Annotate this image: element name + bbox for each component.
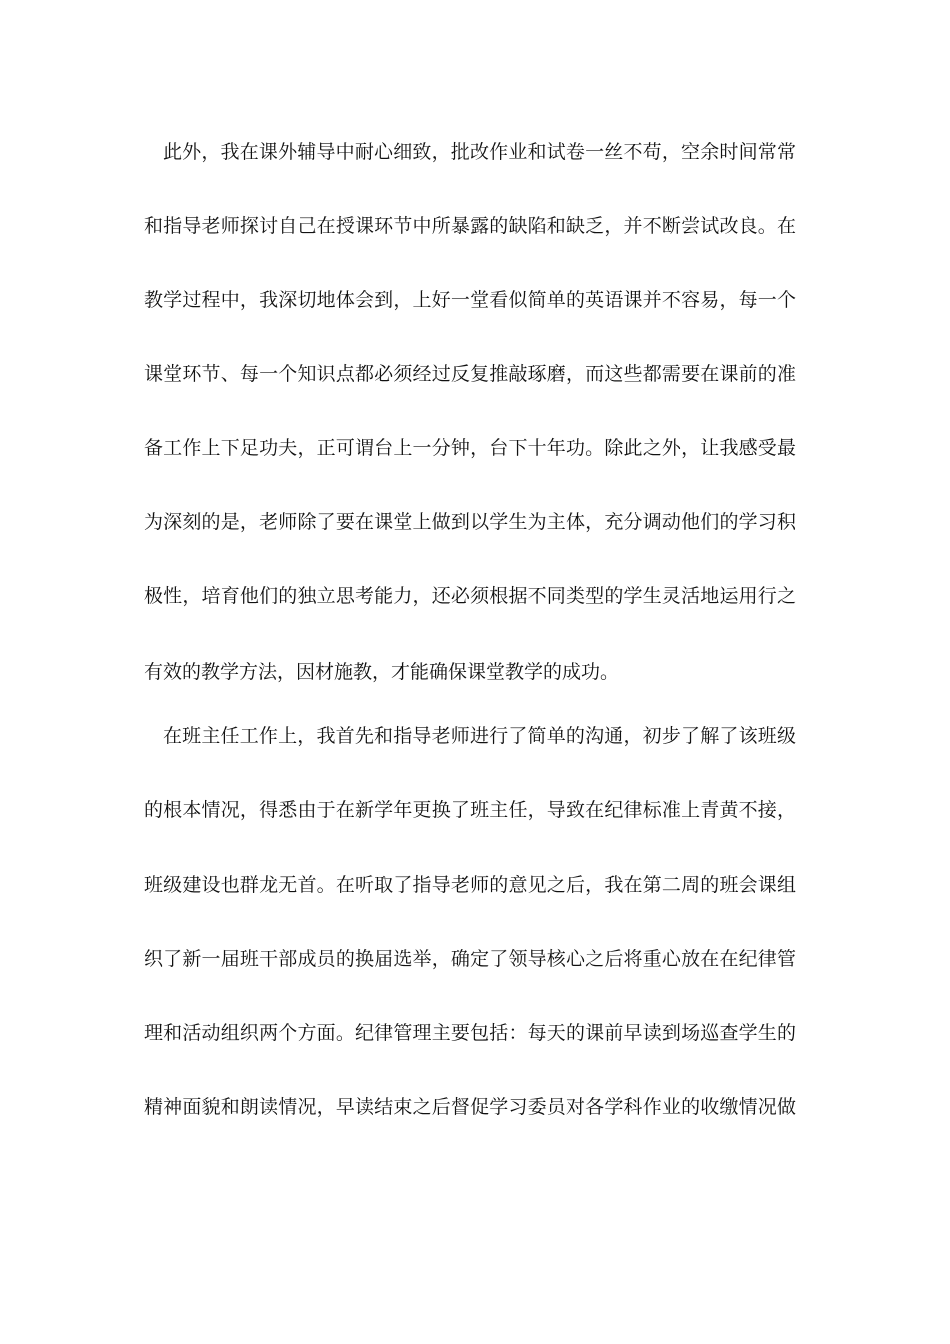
- text-line: 有效的教学方法，因材施教，才能确保课堂教学的成功。: [144, 661, 620, 683]
- text-line: 教学过程中，我深切地体会到，上好一堂看似简单的英语课并不容易，每一个: [144, 289, 796, 311]
- text-line: 精神面貌和朗读情况，早读结束之后督促学习委员对各学科作业的收缴情况做: [144, 1096, 796, 1118]
- text-line: 此外，我在课外辅导中耐心细致，批改作业和试卷一丝不苟，空余时间常常: [163, 141, 796, 163]
- text-line: 备工作上下足功夫，正可谓台上一分钟，台下十年功。除此之外，让我感受最: [144, 437, 796, 459]
- text-line: 织了新一届班干部成员的换届选举，确定了领导核心之后将重心放在在纪律管: [144, 948, 796, 970]
- text-line: 在班主任工作上，我首先和指导老师进行了简单的沟通，初步了解了该班级: [163, 725, 796, 747]
- text-line: 理和活动组织两个方面。纪律管理主要包括：每天的课前早读到场巡查学生的: [144, 1022, 796, 1044]
- text-line: 的根本情况，得悉由于在新学年更换了班主任，导致在纪律标准上青黄不接，: [144, 799, 796, 821]
- text-line: 课堂环节、每一个知识点都必须经过反复推敲琢磨，而这些都需要在课前的准: [144, 363, 796, 385]
- text-line: 和指导老师探讨自己在授课环节中所暴露的缺陷和缺乏，并不断尝试改良。在: [144, 215, 796, 237]
- text-line: 极性，培育他们的独立思考能力，还必须根据不同类型的学生灵活地运用行之: [144, 585, 796, 607]
- text-line: 为深刻的是，老师除了要在课堂上做到以学生为主体，充分调动他们的学习积: [144, 511, 796, 533]
- text-line: 班级建设也群龙无首。在听取了指导老师的意见之后，我在第二周的班会课组: [144, 874, 796, 896]
